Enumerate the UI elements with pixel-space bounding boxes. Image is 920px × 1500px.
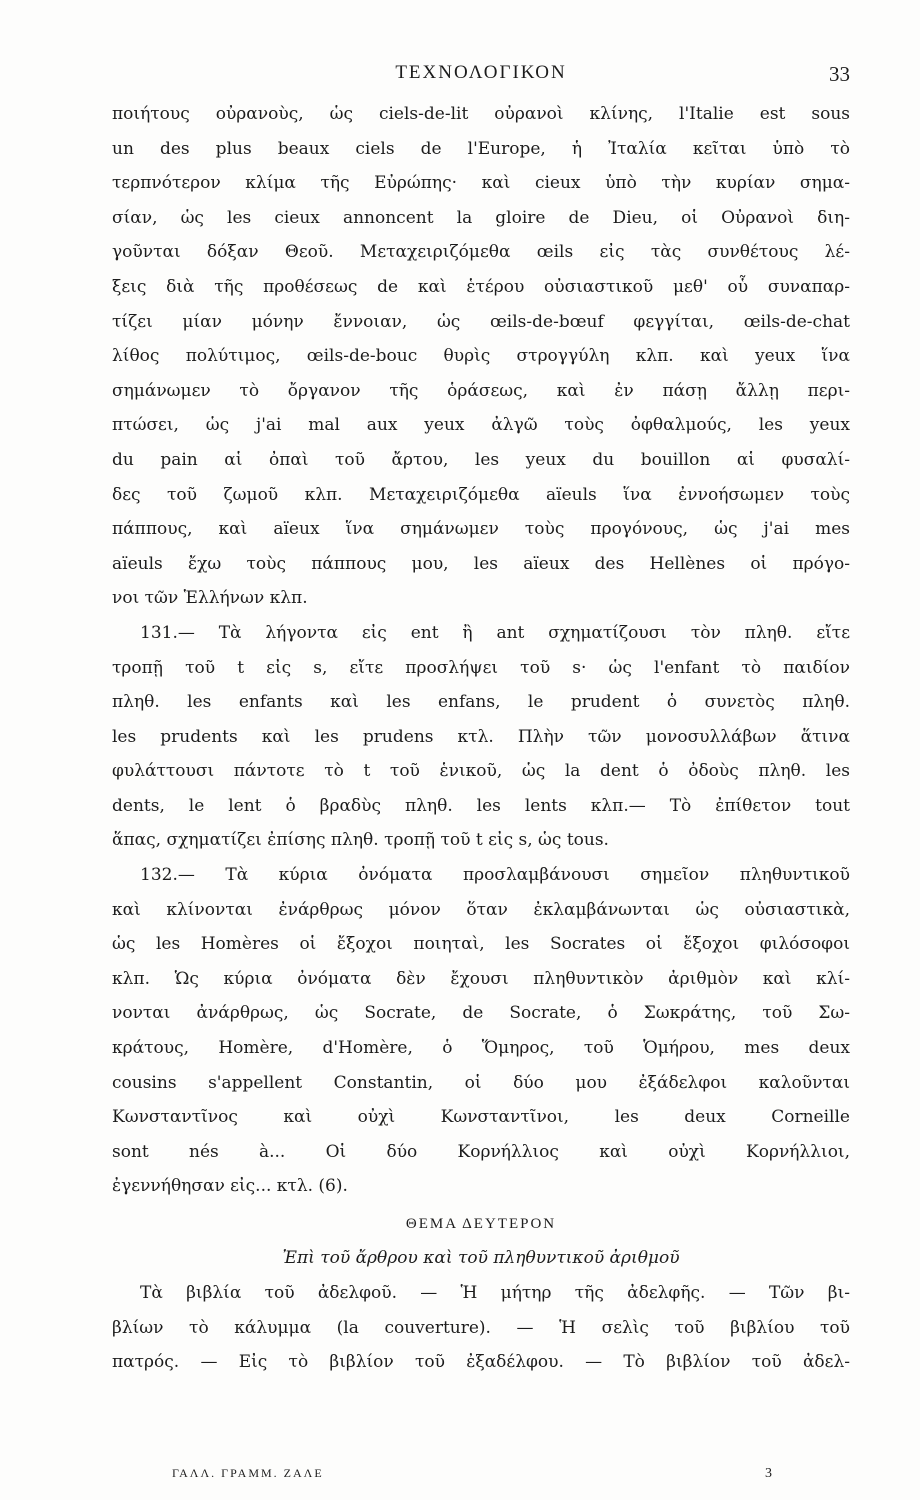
text-line: πτώσει, ὡς j'ai mal aux yeux ἀλγῶ τοὺς ὀφθαλμούς, les yeux [112,415,850,436]
paragraph-132-start: 132.— Τὰ κύρια ὀνόματα προσλαμβάνουσι σημεῖον πληθυντικοῦ [140,865,850,886]
text-line: πάππους, καὶ aïeux ἵνα σημάνωμεν τοὺς προγόνους, ὡς j'ai mes [112,519,850,540]
text-line: ξεις διὰ τῆς προθέσεως de καὶ ἑτέρου οὐσιαστικοῦ μεθ' οὗ συναπαρ- [112,276,850,297]
page-body [112,97,850,1380]
exercise-line: πατρός. — Εἰς τὸ βιβλίον τοῦ ἐξαδέλφου. — Τὸ βιβλίον τοῦ ἀδελ- [112,1352,850,1373]
page-number: 33 [829,62,850,86]
section-subheading: Ἐπὶ τοῦ ἄρθρου καὶ τοῦ πληθυντικοῦ ἀριθμοῦ [282,1248,680,1268]
text-line: σημάνωμεν τὸ ὄργανον τῆς ὁράσεως, καὶ ἐν πάσῃ ἄλλῃ περι- [112,380,850,401]
section-heading: ΘΕΜΑ ΔΕΥΤΕΡΟΝ [405,1216,557,1232]
text-line: du pain αἱ ὀπαὶ τοῦ ἄρτου, les yeux du bouillon αἱ φυσαλί- [112,449,850,470]
text-line: δες τοῦ ζωμοῦ κλπ. Μεταχειριζόμεθα aïeuls ἵνα ἐννοήσωμεν τοὺς [112,484,850,505]
text-line: τροπῇ τοῦ t εἰς s, εἴτε προσλήψει τοῦ s· ὡς l'enfant τὸ παιδίον [112,657,850,678]
text-line: νονται ἀνάρθρως, ὡς Socrate, de Socrate, ὁ Σωκράτης, τοῦ Σω- [112,1003,850,1024]
sheet-number: 3 [765,1466,772,1481]
page-footer [172,1466,772,1488]
text-line: aïeuls ἔχω τοὺς πάππους μου, les aïeux des Hellènes οἱ πρόγο- [112,553,850,574]
text-line: σίαν, ὡς les cieux annoncent la gloire de Dieu, οἱ Οὐρανοὶ διη- [112,207,850,228]
text-line: γοῦνται δόξαν Θεοῦ. Μεταχειριζόμεθα œils εἰς τὰς συνθέτους λέ- [112,242,850,263]
text-line: ἅπας, σχηματίζει ἐπίσης πληθ. τροπῇ τοῦ t εἰς s, ὡς tous. [112,830,609,851]
text-line: κράτους, Homère, d'Homère, ὁ Ὅμηρος, τοῦ Ὁμήρου, mes deux [112,1038,850,1059]
exercise-line: Τὰ βιβλία τοῦ ἀδελφοῦ. — Ἡ μήτηρ τῆς ἀδελφῆς. — Τῶν βι- [140,1283,850,1303]
text-line: dents, le lent ὁ βραδὺς πληθ. les lents κλπ.— Τὸ ἐπίθετον tout [112,795,850,816]
page-header [112,62,850,92]
exercise-line: βλίων τὸ κάλυμμα (la couverture). — Ἡ σελὶς τοῦ βιβλίου τοῦ [112,1317,850,1338]
text-line: καὶ κλίνονται ἐνάρθρως μόνον ὅταν ἐκλαμβάνωνται ὡς οὐσιαστικὰ, [112,899,850,920]
printer-signature: ΓΑΛΛ. ΓΡΑΜΜ. ΖΑΛΕ [172,1466,324,1480]
text-line: Κωνσταντῖνος καὶ οὐχὶ Κωνσταντῖνοι, les deux Corneille [112,1107,850,1128]
text-line: νοι τῶν Ἑλλήνων κλπ. [112,588,308,609]
running-title: ΤΕΧΝΟΛΟΓΙΚΟΝ [395,62,567,83]
text-line: τίζει μίαν μόνην ἔννοιαν, ὡς œils-de-bœuf φεγγίται, œils-de-chat [112,311,850,332]
text-line: cousins s'appellent Constantin, οἱ δύο μου ἐξάδελφοι καλοῦνται [112,1072,850,1093]
text-line: λίθος πολύτιμος, œils-de-bouc θυρὶς στρογγύλη κλπ. καὶ yeux ἵνα [112,346,850,367]
text-line: ἐγεννήθησαν εἰς... κτλ. (6). [112,1176,348,1197]
paragraph-131-start: 131.— Τὰ λήγοντα εἰς ent ἢ ant σχηματίζουσι τὸν πληθ. εἴτε [140,622,850,643]
text-line: un des plus beaux ciels de l'Europe, ἡ Ἰταλία κεῖται ὑπὸ τὸ [112,138,850,159]
text-line: πληθ. les enfants καὶ les enfans, le prudent ὁ συνετὸς πληθ. [112,692,850,713]
text-line: τερπνότερον κλίμα τῆς Εὐρώπης· καὶ cieux ὑπὸ τὴν κυρίαν σημα- [112,173,850,194]
text-line: ποιήτους οὐρανοὺς, ὡς ciels-de-lit οὐρανοὶ κλίνης, l'Italie est sous [112,104,850,124]
text-line: sont nés à... Οἱ δύο Κορνήλλιος καὶ οὐχὶ Κορνήλλιοι, [112,1141,850,1162]
text-line: φυλάττουσι πάντοτε τὸ t τοῦ ἑνικοῦ, ὡς la dent ὁ ὀδοὺς πληθ. les [112,761,850,782]
text-line: les prudents καὶ les prudens κτλ. Πλὴν τῶν μονοσυλλάβων ἅτινα [112,726,850,747]
text-line: κλπ. Ὡς κύρια ὀνόματα δὲν ἔχουσι πληθυντικὸν ἀριθμὸν καὶ κλί- [112,968,850,989]
text-line: ὡς les Homères οἱ ἔξοχοι ποιηταὶ, les Socrates οἱ ἔξοχοι φιλόσοφοι [112,934,850,955]
